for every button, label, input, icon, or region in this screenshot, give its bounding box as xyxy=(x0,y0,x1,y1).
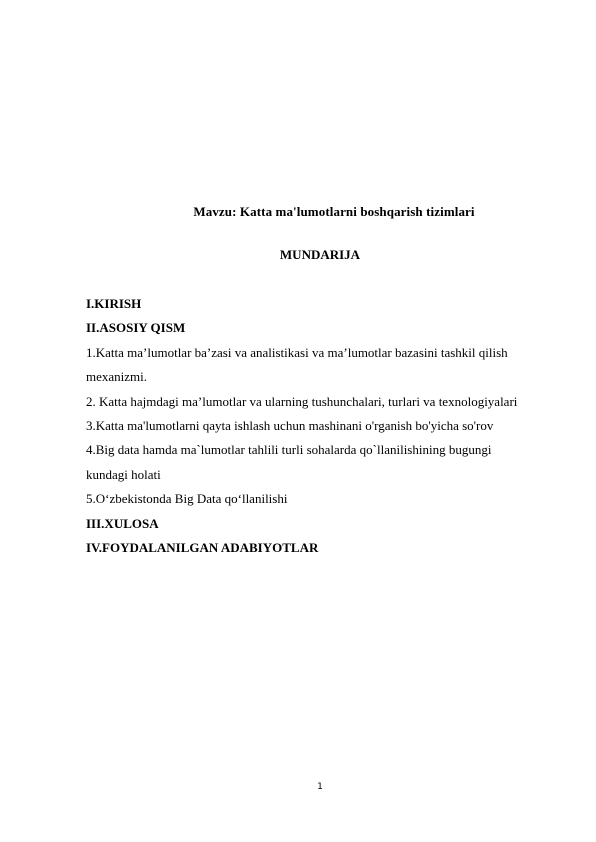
toc-line: mexanizmi. xyxy=(86,369,148,385)
toc-line: 2. Katta hajmdagi ma’lumotlar va ularning tushunchalari, turlari va texnologiyalari xyxy=(86,393,518,409)
toc-line: 4.Big data hamda ma`lumotlar tahlili turli sohalarda qo`llanilishining bugungi xyxy=(86,442,492,458)
page-number-text: 1 xyxy=(317,782,323,792)
table-of-contents xyxy=(86,292,556,560)
subject-title-text: Mavzu: Katta ma'lumotlarni boshqarish tizimlari xyxy=(193,204,475,219)
toc-line: 5.O‘zbekistonda Big Data qo‘llanilishi xyxy=(86,491,288,507)
toc-line: III.XULOSA xyxy=(86,515,159,531)
toc-line: 1.Katta ma’lumotlar ba’zasi va analistikasi va ma’lumotlar bazasini tashkil qilish xyxy=(86,344,508,360)
subject-title xyxy=(0,204,596,220)
toc-line: IV.FOYDALANILGAN ADABIYOTLAR xyxy=(86,540,319,556)
contents-heading-text: MUNDARIJA xyxy=(279,247,361,262)
toc-line: kundagi holati xyxy=(86,466,161,482)
contents-heading xyxy=(0,247,596,263)
toc-line: 3.Katta ma'lumotlarni qayta ishlash uchun mashinani o'rganish bo'yicha so'rov xyxy=(86,418,494,434)
toc-line: II.ASOSIY QISM xyxy=(86,320,186,336)
toc-line: I.KIRISH xyxy=(86,296,142,311)
page-number xyxy=(0,782,596,792)
